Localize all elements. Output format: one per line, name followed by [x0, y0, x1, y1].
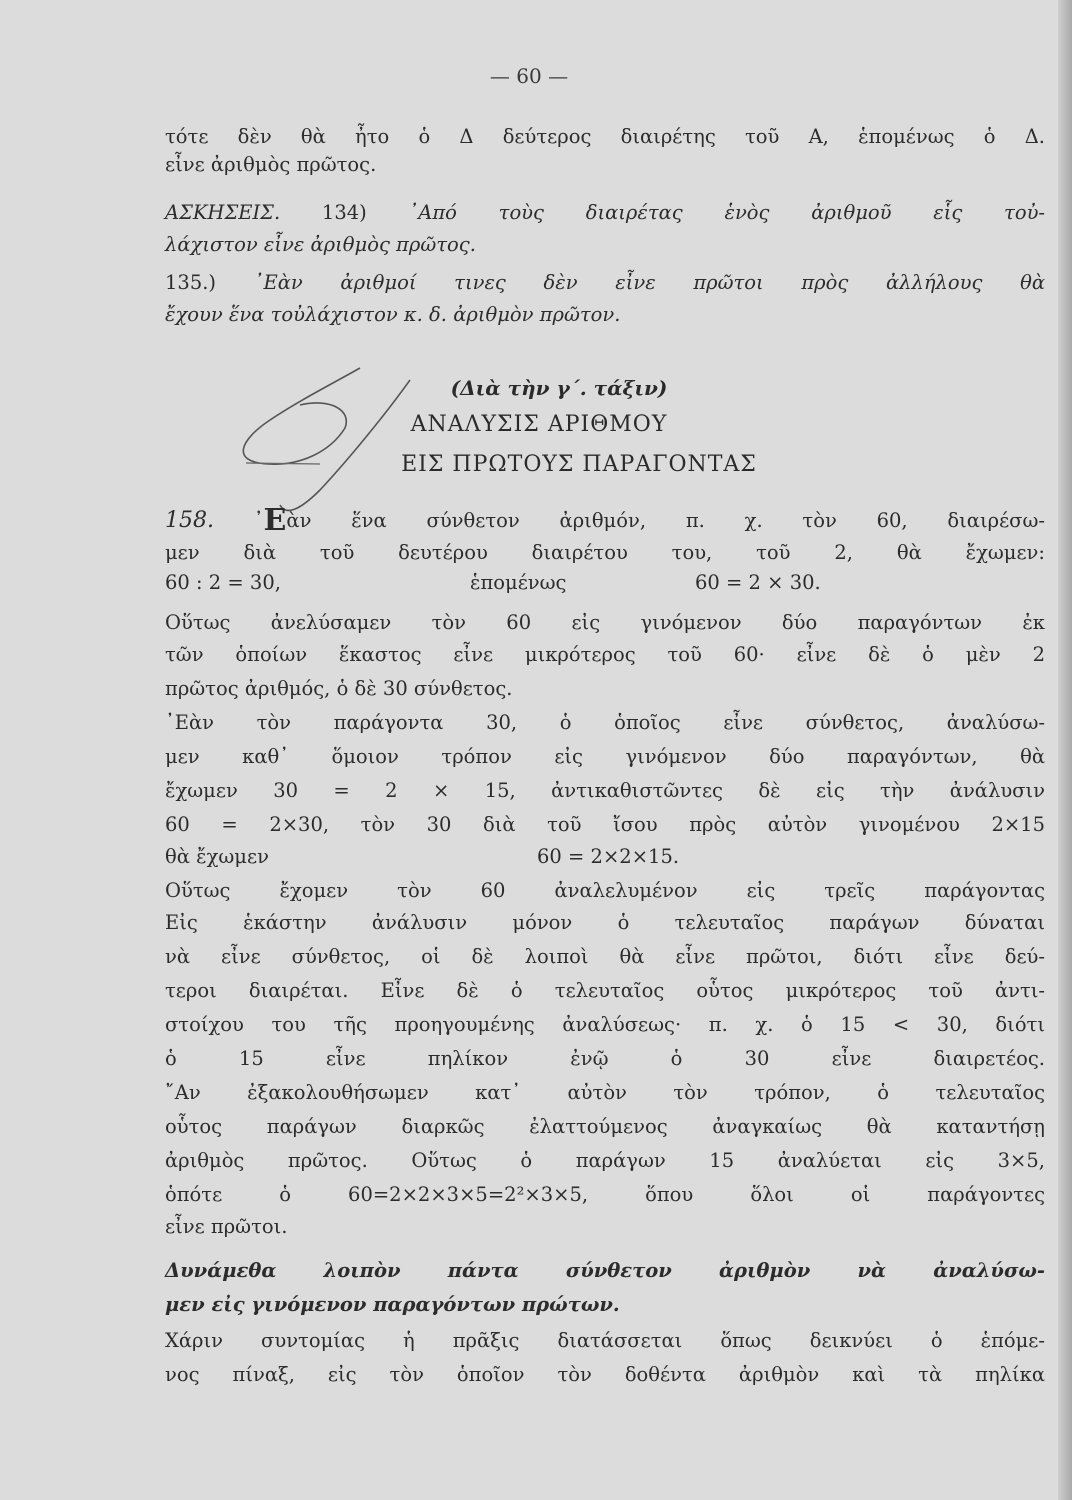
- exercise-line: ἔχουν ἕνα τοὐλάχιστον κ. δ. ἀριθμὸν πρῶτον.: [165, 303, 621, 326]
- text-line: ὁ 15 εἶνε πηλίκον ἐνῷ ὁ 30 εἶνε διαιρετέος.: [165, 1047, 1045, 1070]
- exercise-135-text: ᾿Εὰν ἀριθμοί τινες δὲν εἶνε πρῶτοι πρὸς ἀλλήλους θὰ: [253, 271, 1046, 294]
- text-line: Χάριν συντομίας ἡ πρᾶξις διατάσσεται ὅπως δεικνύει ὁ ἑπόμε-: [165, 1329, 1045, 1352]
- text-line: νὰ εἶνε σύνθετος, οἱ δὲ λοιποὶ θὰ εἶνε πρῶτοι, διότι εἶνε δεύ-: [165, 945, 1045, 968]
- theorem-line: Δυνάμεθα λοιπὸν πάντα σύνθετον ἀριθμὸν νὰ ἀναλύσω-: [165, 1259, 1045, 1282]
- text-line: στοίχου του τῆς προηγουμένης ἀναλύσεως· π. χ. ὁ 15 < 30, διότι: [165, 1013, 1045, 1036]
- exercise-line: λάχιστον εἶνε ἀριθμὸς πρῶτος.: [165, 233, 476, 256]
- text-line: μεν καθ᾿ ὅμοιον τρόπον εἰς γινόμενον δύο παραγόντων, θὰ: [165, 745, 1045, 768]
- text-line: ᾿Εὰν τὸν παράγοντα 30, ὁ ὁποῖος εἶνε σύνθετος, ἀναλύσω-: [165, 711, 1045, 734]
- text-line: ὁπότε ὁ 60=2×2×3×5=2²×3×5, ὅπου ὅλοι οἱ παράγοντες: [165, 1183, 1045, 1206]
- paragraph-158-line: [165, 503, 1045, 538]
- text-line: τῶν ὁποίων ἕκαστος εἶνε μικρότερος τοῦ 60· εἶνε δὲ ὁ μὲν 2: [165, 643, 1045, 666]
- page-edge: [1058, 0, 1072, 1500]
- exercise-134-number: 134): [321, 201, 367, 224]
- text-line: οὗτος παράγων διαρκῶς ἐλαττούμενος ἀναγκαίως θὰ καταντήσῃ: [165, 1115, 1045, 1138]
- text-line: τεροι διαιρέται. Εἶνε δὲ ὁ τελευταῖος οὗτος μικρότερος τοῦ ἀντι-: [165, 979, 1045, 1002]
- theorem-line: μεν εἰς γινόμενον παραγόντων πρώτων.: [165, 1293, 620, 1316]
- page-number: — 60 —: [489, 64, 569, 88]
- class-note: (Διὰ τὴν γ΄. τάξιν): [450, 376, 668, 400]
- text-line: τότε δὲν θὰ ἦτο ὁ Δ δεύτερος διαιρέτης τοῦ Α, ἑπομένως ὁ Δ.: [165, 125, 1045, 148]
- text-line: ἀριθμὸς πρῶτος. Οὕτως ὁ παράγων 15 ἀναλύεται εἰς 3×5,: [165, 1149, 1045, 1172]
- equation-line: θὰ ἔχωμεν 60 = 2×2×15.: [165, 845, 680, 868]
- text-line: Εἰς ἑκάστην ἀνάλυσιν μόνον ὁ τελευταῖος παράγων δύναται: [165, 911, 1045, 934]
- text-line: εἶνε πρῶτοι.: [165, 1215, 288, 1238]
- text-line: νος πίναξ, εἰς τὸν ὁποῖον τὸν δοθέντα ἀριθμὸν καὶ τὰ πηλίκα: [165, 1363, 1045, 1386]
- text-line: 60 = 2×30, τὸν 30 διὰ τοῦ ἴσου πρὸς αὐτὸν γινομένου 2×15: [165, 813, 1045, 836]
- exercises-title: ΑΣΚΗΣΕΙΣ.: [165, 201, 281, 224]
- text-line: εἶνε ἀριθμὸς πρῶτος.: [165, 153, 377, 176]
- paragraph-number: 158.: [165, 508, 214, 533]
- equation-line: 60 : 2 = 30, ἑπομένως 60 = 2 × 30.: [165, 571, 821, 594]
- text-line: Οὕτως ἀνελύσαμεν τὸν 60 εἰς γινόμενον δύο παραγόντων ἐκ: [165, 611, 1045, 634]
- section-title-line-1: ΑΝΑΛΥΣΙΣ ΑΡΙΘΜΟΥ: [410, 412, 668, 437]
- text-line: ἔχωμεν 30 = 2 × 15, ἀντικαθιστῶντες δὲ εἰς τὴν ἀνάλυσιν: [165, 779, 1045, 802]
- section-title-line-2: ΕΙΣ ΠΡΩΤΟΥΣ ΠΑΡΑΓΟΝΤΑΣ: [401, 452, 757, 477]
- exercise-135-number: 135.): [165, 271, 217, 294]
- paragraph-text: ᾿Εὰν ἕνα σύνθετον ἀριθμόν, π. χ. τὸν 60, διαιρέσω-: [253, 503, 1045, 538]
- text-line: ῎Αν ἐξακολουθήσωμεν κατ᾿ αὐτὸν τὸν τρόπον, ὁ τελευταῖος: [165, 1081, 1045, 1104]
- text-line: μεν διὰ τοῦ δευτέρου διαιρέτου του, τοῦ 2, θὰ ἔχωμεν:: [165, 541, 1045, 564]
- text-line: Οὕτως ἔχομεν τὸν 60 ἀναλελυμένον εἰς τρεῖς παράγοντας: [165, 879, 1045, 902]
- text-line: πρῶτος ἀριθμός, ὁ δὲ 30 σύνθετος.: [165, 677, 513, 700]
- exercise-134-text: ᾿Από τοὺς διαιρέτας ἑνὸς ἀριθμοῦ εἷς τοὐ-: [408, 201, 1046, 224]
